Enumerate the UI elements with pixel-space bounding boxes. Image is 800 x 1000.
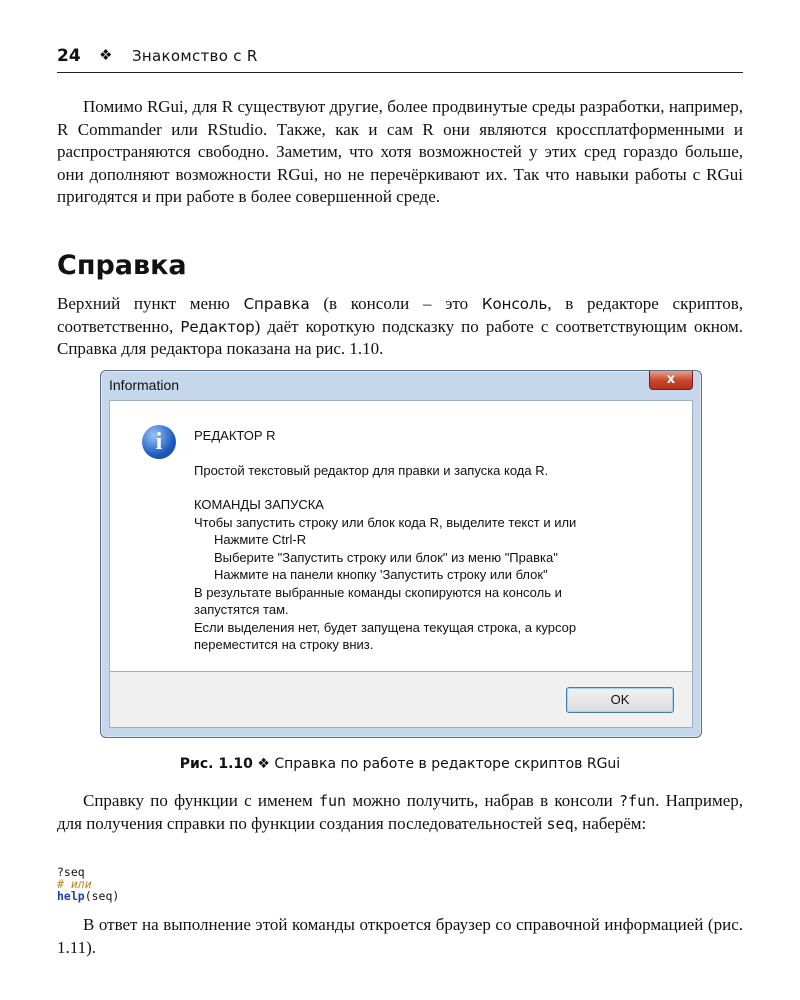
caption-text: Справка по работе в редакторе скриптов RGui (274, 756, 621, 772)
diamond-icon: ❖ (252, 756, 275, 772)
dialog-message (194, 427, 674, 654)
code-term: seq (546, 814, 574, 833)
run-option: Нажмите Ctrl-R (214, 532, 307, 547)
dialog-body (109, 400, 693, 672)
intro-paragraph: Помимо RGui, для R существуют другие, более продвинутые среды разработки, например, R Commander или RStudio. Также, как и сам R они являются кроссплатформенными и распространяются свободно. Заметим, что хотя возможностей у этих сред гораздо больше, они дополняют возможности RGui, но не перечёркивают их. Так что навыки работы с RGui пригодятся и при работе в более совершенной среде. (57, 97, 743, 207)
run-heading: КОМАНДЫ ЗАПУСКА (194, 497, 324, 512)
menu-console-term: Консоль (481, 295, 548, 313)
close-button[interactable]: x (649, 371, 693, 390)
code-block (57, 866, 119, 902)
run-option: Выберите "Запустить строку или блок" из меню "Правка" (214, 549, 558, 565)
figure-label: Рис. 1.10 (179, 756, 253, 772)
section-title: Справка (57, 250, 187, 281)
editor-heading: РЕДАКТОР R (194, 428, 276, 443)
code-comment: # или (57, 877, 92, 891)
dialog-footer (109, 672, 693, 728)
code-line: help(seq) (57, 889, 120, 903)
code-keyword: help (57, 889, 85, 903)
code-term: ?fun (619, 792, 656, 810)
code-line: ?seq (57, 865, 85, 879)
editor-description: Простой текстовый редактор для правки и запуска кода R. (194, 462, 549, 478)
result-paragraph: В ответ на выполнение этой команды откроется браузер со справочной информацией (рис. 1.11). (57, 915, 743, 957)
help-paragraph: Верхний пункт меню Справка (в консоли – это Консоль, в редакторе скриптов, соответственно, Редактор) даёт короткую подсказку по работе с соответствующим окном. Справка для редактора показана на рис. 1.10. (57, 294, 743, 359)
ok-button[interactable]: OK (566, 687, 674, 713)
menu-editor-term: Редактор (180, 317, 255, 336)
page-number: 24 (57, 46, 81, 66)
code-term: fun (318, 792, 347, 810)
no-selection-line: переместится на строку вниз. (194, 637, 374, 652)
diamond-icon: ❖ (99, 48, 113, 64)
function-help-paragraph: Справку по функции с именем fun можно получить, набрав в консоли ?fun. Например, для получения справки по функции создания последовательностей seq, наберём: (57, 791, 743, 833)
chapter-title: Знакомство с R (132, 47, 258, 65)
dialog-title: Information (109, 377, 180, 393)
menu-help-term: Справка (243, 295, 310, 313)
info-icon: i (142, 425, 176, 459)
run-option: Нажмите на панели кнопку 'Запустить строку или блок" (214, 567, 548, 582)
result-line: В результате выбранные команды скопируются на консоль и (194, 584, 562, 600)
result-line: запустятся там. (194, 602, 289, 617)
page-header (57, 46, 743, 73)
no-selection-line: Если выделения нет, будет запущена текущая строка, а курсор (194, 619, 577, 635)
information-dialog (100, 370, 702, 738)
run-intro: Чтобы запустить строку или блок кода R, выделите текст и или (194, 514, 577, 530)
figure-caption (57, 756, 743, 772)
